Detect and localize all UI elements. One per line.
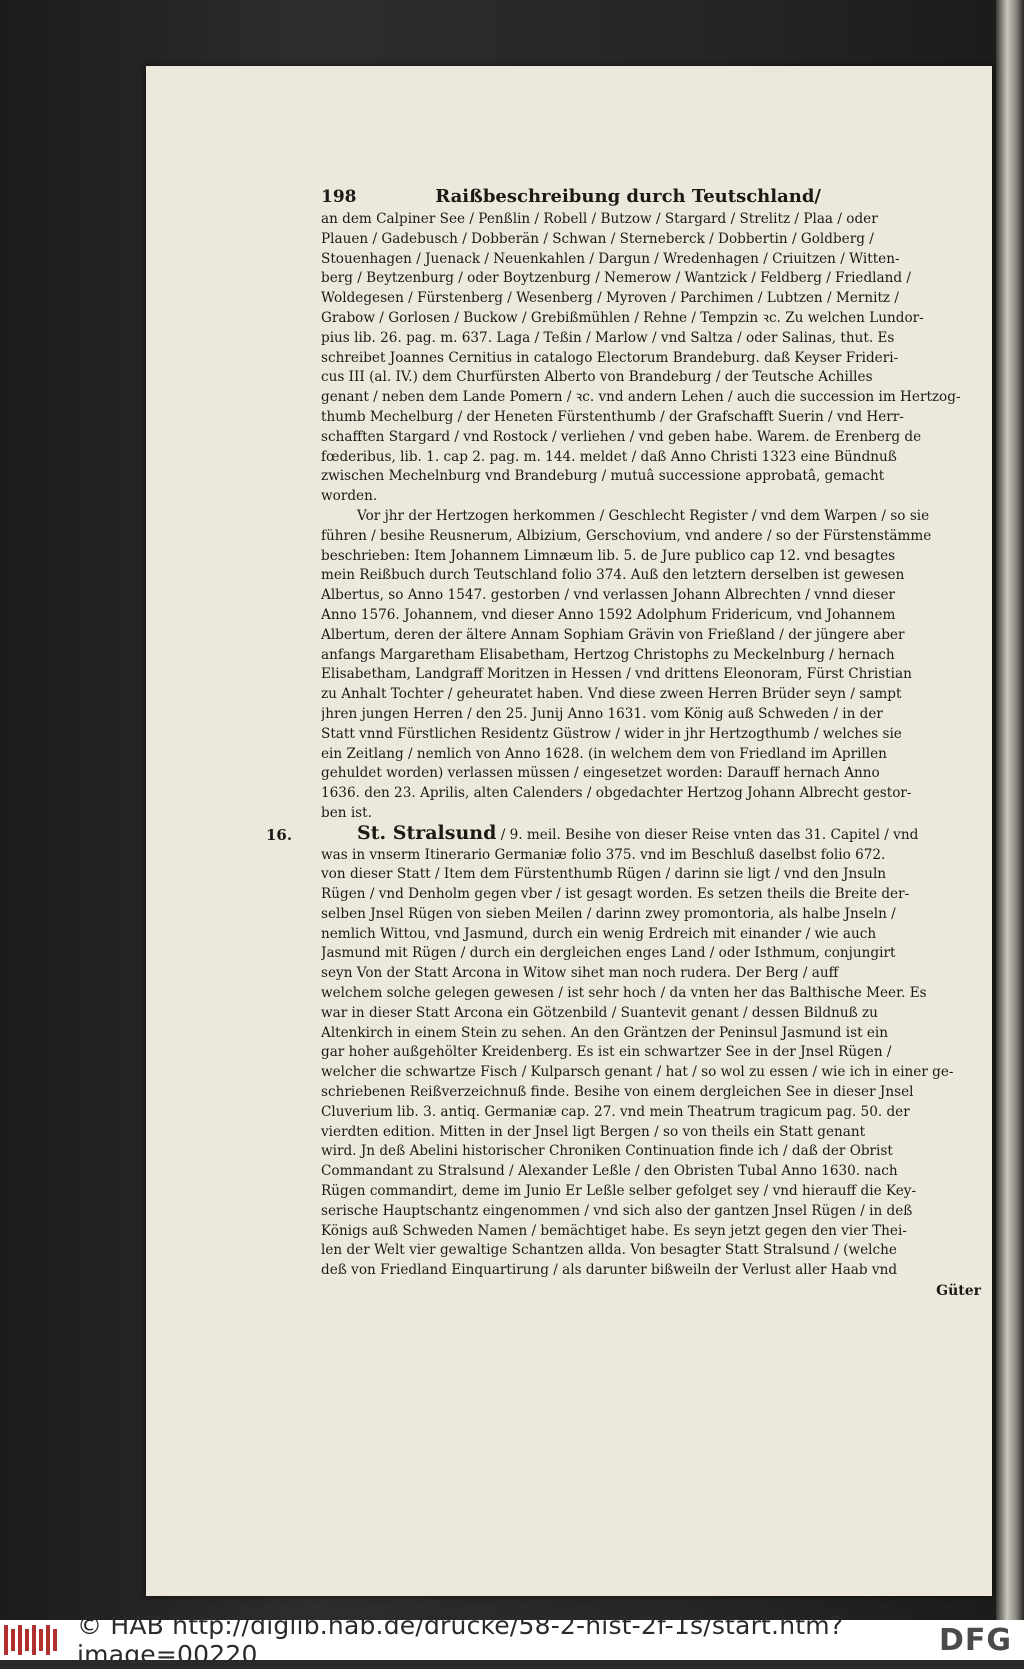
text-line: worden.	[321, 488, 378, 505]
running-head: Raißbeschreibung durch Teutschland/	[435, 186, 821, 207]
text-line: Albertus, so Anno 1547. gestorben / vnd verlassen Johann Albrechten / vnnd dieser	[321, 587, 896, 604]
text-line: Anno 1576. Johannem, vnd dieser Anno 1592 Adolphum Fridericum, vnd Johannem	[321, 606, 896, 623]
text-line: Cluverium lib. 3. antiq. Germaniæ cap. 27. vnd mein Theatrum tragicum pag. 50. der	[321, 1103, 910, 1120]
text-line: gehuldet worden) verlassen müssen / eingesetzet worden: Darauff hernach Anno	[321, 765, 880, 782]
text-line: Vor jhr der Hertzogen herkommen / Geschlecht Register / vnd dem Warpen / so sie	[357, 507, 930, 524]
text-line: was in vnserm Itinerario Germaniæ folio 375. vnd im Beschluß daselbst folio 672.	[321, 846, 886, 863]
text-line: genant / neben dem Lande Pomern / ꝛc. vnd andern Lehen / auch die succession im Hertzog-	[321, 389, 961, 406]
source-url-link[interactable]: © HAB http://diglib.hab.de/drucke/58-2-hist-2f-1s/start.htm?image=00220	[77, 1611, 844, 1669]
text-line: führen / besihe Reusnerum, Albizium, Gerschovium, vnd andere / so der Fürstenstämme	[321, 527, 932, 544]
text-line: Commandant zu Stralsund / Alexander Leßle / den Obristen Tubal Anno 1630. nach	[321, 1163, 898, 1180]
page-header	[321, 186, 981, 210]
text-line: beschrieben: Item Johannem Limnæum lib. 5. de Jure publico cap 12. vnd besagtes	[321, 547, 896, 564]
text-line: welchem solche gelegen gewesen / ist sehr hoch / da vnten her das Balthische Meer. Es	[321, 985, 927, 1002]
book-spine	[996, 0, 1024, 1620]
text-line: deß von Friedland Einquartirung / als darunter bißweiln der Verlust aller Haab vnd	[321, 1262, 898, 1279]
text-line: seyn Von der Statt Arcona in Witow sihet man noch rudera. Der Berg / auff	[321, 965, 839, 982]
dfg-logo[interactable]: DFG	[938, 1622, 1012, 1658]
text-line: Königs auß Schweden Namen / bemächtiget habe. Es seyn jetzt gegen den vier Thei-	[321, 1222, 907, 1239]
text-line: Grabow / Gorlosen / Buckow / Grebißmühlen / Rehne / Tempzin ꝛc. Zu welchen Lundor-	[321, 309, 924, 326]
text-line: schreibet Joannes Cernitius in catalogo Electorum Brandeburg. daß Keyser Frideri-	[321, 349, 899, 366]
marginal-number: 16.	[266, 825, 293, 844]
text-line: zu Anhalt Tochter / geheuratet haben. Vnd diese zween Herren Brüder seyn / sampt	[321, 686, 902, 703]
page-content	[266, 186, 981, 1300]
text-line: an dem Calpiner See / Penßlin / Robell / Butzow / Stargard / Strelitz / Plaa / oder	[321, 211, 878, 227]
text-line: pius lib. 26. pag. m. 637. Laga / Teßin / Marlow / vnd Saltza / oder Salinas, thut. Es	[321, 329, 895, 346]
text-line: Elisabetham, Landgraff Moritzen in Hessen / vnd drittens Eleonoram, Fürst Christian	[321, 666, 912, 683]
text-line: nemlich Wittou, vnd Jasmund, durch ein wenig Erdreich mit einander / wie auch	[321, 925, 877, 942]
text-line-rest: / 9. meil. Besihe von dieser Reise vnten das 31. Capitel / vnd	[500, 826, 919, 843]
viewer-footer	[0, 1611, 1024, 1669]
text-line: cus III (al. IV.) dem Churfürsten Alberto von Brandeburg / der Teutsche Achilles	[321, 369, 873, 386]
text-line: schriebenen Reißverzeichnuß finde. Besihe von einem dergleichen See in dieser Jnsel	[321, 1084, 914, 1101]
text-line: zwischen Mechelnburg vnd Brandeburg / mutuâ successione approbatâ, gemacht	[321, 468, 885, 485]
text-line: anfangs Margaretham Elisabetham, Hertzog Christophs zu Meckelnburg / hernach	[321, 646, 895, 663]
text-line: jhren jungen Herren / den 25. Junij Anno 1631. vom König auß Schweden / in der	[321, 705, 883, 722]
text-line: gar hoher außgehölter Kreidenberg. Es ist ein schwartzer See in der Jnsel Rügen /	[321, 1044, 892, 1061]
text-line: Stouenhagen / Juenack / Neuenkahlen / Dargun / Wredenhagen / Criuitzen / Witten-	[321, 250, 900, 267]
text-line: thumb Mechelburg / der Heneten Fürstenthumb / der Grafschafft Suerin / vnd Herr-	[321, 408, 904, 425]
text-line: ein Zeitlang / nemlich von Anno 1628. (in welchem dem von Friedland im Aprillen	[321, 745, 887, 762]
page-number: 198	[321, 187, 357, 207]
text-line: Altenkirch in einem Stein zu sehen. An den Gräntzen der Peninsul Jasmund ist ein	[321, 1024, 889, 1041]
text-line: Albertum, deren der ältere Annam Sophiam Grävin von Frießland / der jüngere aber	[321, 626, 905, 643]
paragraph-genealogy	[321, 507, 981, 824]
text-line: Rügen commandirt, deme im Junio Er Leßle selber gefolget sey / vnd hierauff die Key-	[321, 1183, 917, 1200]
text-line: ben ist.	[321, 804, 372, 821]
paragraph-places	[321, 210, 981, 507]
text-line: serische Hauptschantz eingenommen / vnd sich also der gantzen Jnsel Rügen / in deß	[321, 1202, 913, 1219]
section-title: St. Stralsund	[357, 823, 497, 844]
section-stralsund	[266, 823, 981, 1300]
book-page	[146, 66, 992, 1596]
text-line	[321, 824, 981, 846]
text-line: wird. Jn deß Abelini historischer Chroniken Continuation finde ich / daß der Obrist	[321, 1143, 893, 1160]
text-line: Woldegesen / Fürstenberg / Wesenberg / Myroven / Parchimen / Lubtzen / Mernitz /	[321, 290, 899, 307]
text-line: von dieser Statt / Item dem Fürstenthumb Rügen / darinn sie ligt / vnd den Jnsuln	[321, 866, 887, 883]
text-line: vierdten edition. Mitten in der Jnsel ligt Bergen / so von theils ein Statt genant	[321, 1123, 866, 1140]
paragraph-stralsund	[321, 824, 981, 1281]
text-line: schafften Stargard / vnd Rostock / verliehen / vnd geben habe. Warem. de Erenberg de	[321, 428, 922, 445]
text-line: selben Jnsel Rügen von sieben Meilen / darinn zwey promontoria, als halbe Jnseln /	[321, 905, 896, 922]
text-line: Rügen / vnd Denholm gegen vber / ist gesagt worden. Es setzen theils die Breite der-	[321, 886, 910, 903]
catchword: Güter	[936, 1283, 981, 1300]
text-line: welcher die schwartze Fisch / Kulparsch genant / hat / so wol zu essen / wie ich in einer ge-	[321, 1064, 954, 1081]
text-line: Statt vnnd Fürstlichen Residentz Güstrow / wider in jhr Hertzogthumb / welches sie	[321, 725, 902, 742]
text-line: mein Reißbuch durch Teutschland folio 374. Auß den letztern derselben ist gewesen	[321, 567, 905, 584]
hab-logo-icon[interactable]	[4, 1623, 57, 1657]
text-line: len der Welt vier gewaltige Schantzen allda. Von besagter Statt Stralsund / (welche	[321, 1242, 897, 1259]
text-line: berg / Beytzenburg / oder Boytzenburg / Nemerow / Wantzick / Feldberg / Friedland /	[321, 270, 911, 287]
text-line: 1636. den 23. Aprilis, alten Calenders / obgedachter Hertzog Johann Albrecht gestor-	[321, 785, 912, 802]
text-line: Plauen / Gadebusch / Dobberän / Schwan / Sterneberck / Dobbertin / Goldberg /	[321, 230, 874, 247]
text-line: war in dieser Statt Arcona ein Götzenbild / Suantevit genant / dessen Bildnuß zu	[321, 1004, 878, 1021]
text-line: fœderibus, lib. 1. cap 2. pag. m. 144. meldet / daß Anno Christi 1323 eine Bündnuß	[321, 448, 897, 465]
text-line: Jasmund mit Rügen / durch ein dergleichen enges Land / oder Isthmum, conjungirt	[321, 945, 896, 962]
